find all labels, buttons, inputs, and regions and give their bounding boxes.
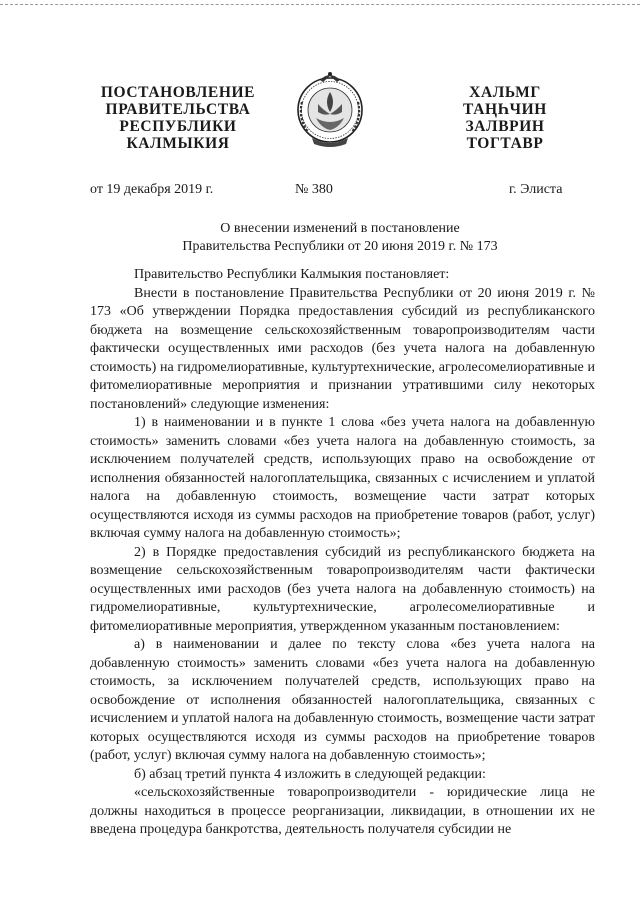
header-ru-line: КАЛМЫКИЯ	[126, 135, 230, 152]
header-kalmyk	[440, 84, 570, 152]
document-city: г. Элиста	[509, 182, 563, 197]
paragraph-intro: Внести в постановление Правительства Республики от 20 июня 2019 г. № 173 «Об утверждении Порядка предоставления субсидий из республиканского бюджета на возмещение сельскохозяйственным товаропроизводителям части фактически осуществленных ими расходов (без учета налога на добавленную стоимость) на гидромелиоративные, культуртехнические, агролесомелиоративные и фитомелиоративные мероприятия и признании утратившими силу некоторых постановлений» следующие изменения:	[90, 285, 595, 412]
header-ru-line: ПОСТАНОВЛЕНИЕ	[100, 84, 256, 101]
document-date: от 19 декабря 2019 г.	[90, 182, 214, 197]
header-ru-line: ПРАВИТЕЛЬСТВА	[105, 101, 251, 118]
paragraph-quote: «сельскохозяйственные товаропроизводители - юридические лица не должны находиться в процессе реорганизации, ликвидации, в отношении их не введена процедура банкротства, деятельность получателя субсидии не	[90, 785, 595, 837]
scan-top-edge	[0, 4, 640, 5]
paragraph-item-1: 1) в наименовании и в пункте 1 слова «без учета налога на добавленную стоимость» заменить словами «без учета налога на добавленную стоимость, за исключением получателей средств, использующих право на освобождение от исполнения обязанностей налогоплательщика, связанных с исчислением и уплатой налога на добавленную стоимость, возмещение части затрат которых осуществляются исходя из суммы расходов на приобретение товаров (работ, услуг) включая сумму налога на добавленную стоимость»;	[90, 415, 595, 541]
paragraph-item-2: 2) в Порядке предоставления субсидий из республиканского бюджета на возмещение сельскохозяйственным товаропроизводителям части фактически осуществленных ими расходов (без учета налога на добавленную стоимость) на гидромелиоративные, культуртехнические, агролесомелиоративные и фитомелиоративные мероприятия, утвержденном указанным постановлением:	[90, 544, 595, 634]
title-line-2: Правительства Республики от 20 июня 2019 г. № 173	[182, 239, 498, 254]
document-title	[90, 220, 590, 256]
header-ru-line: РЕСПУБЛИКИ	[119, 118, 237, 135]
header-kalm-line: ТОГТАВР	[466, 135, 544, 152]
paragraph-item-2b: б) абзац третий пункта 4 изложить в следующей редакции:	[134, 766, 486, 782]
header-kalm-line: ТАҢҺЧИН	[463, 101, 547, 118]
coat-of-arms-emblem	[294, 68, 366, 148]
header-russian	[88, 84, 268, 152]
document-body	[90, 266, 595, 840]
paragraph-item-2a: а) в наименовании и далее по тексту слова «без учета налога на добавленную стоимость» заменить словами «без учета налога на добавленную стоимость, за исключением получателей средств, использующих право на освобождение от исполнения обязанностей налогоплательщика, связанных с исчислением и уплатой налога на добавленную стоимость, возмещение части затрат которых осуществляются исходя из суммы расходов на приобретение товаров (работ, услуг) включая сумму налога на добавленную стоимость»;	[90, 637, 595, 763]
title-line-1: О внесении изменений в постановление	[220, 221, 460, 236]
document-number: № 380	[295, 182, 333, 197]
header-kalm-line: ХАЛЬМГ	[469, 84, 541, 101]
header-kalm-line: ЗАЛВРИН	[465, 118, 545, 135]
paragraph-resolves: Правительство Республики Калмыкия постановляет:	[134, 267, 450, 282]
